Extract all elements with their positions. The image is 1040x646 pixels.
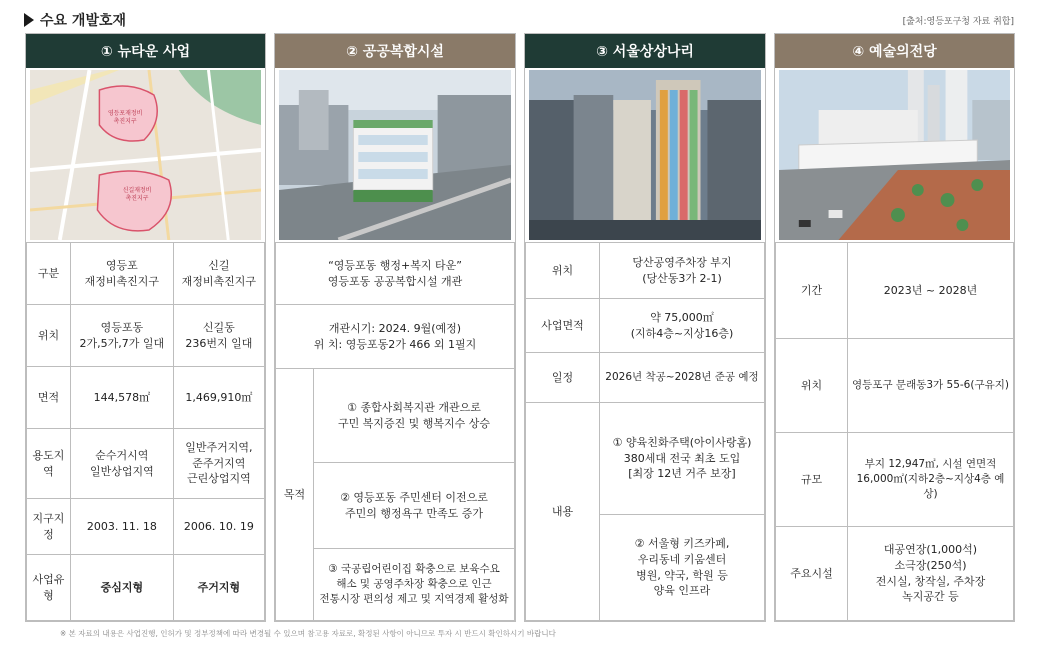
arts-center-rendering-image bbox=[779, 70, 1010, 240]
cell-b: 신길 재정비촉진지구 bbox=[173, 243, 264, 305]
value-cell: 2023년 ~ 2028년 bbox=[848, 243, 1014, 339]
table-row: 규모 부지 12,947㎡, 시설 연면적 16,000㎡(지하2층~지상4층 예상) bbox=[776, 433, 1014, 527]
cell-b: 1,469,910㎡ bbox=[173, 367, 264, 429]
table-row: 사업면적 약 75,000㎡ (지하4층~지상16층) bbox=[526, 299, 765, 353]
table-row: 지구지정 2003. 11. 18 2006. 10. 19 bbox=[27, 499, 265, 555]
column-title: ③ 서울상상나리 bbox=[525, 34, 765, 68]
map-image bbox=[30, 70, 261, 240]
source-note: [출처:영등포구청 자료 취합] bbox=[902, 17, 1014, 27]
cell-a: 중심지형 bbox=[71, 555, 174, 621]
public-complex-table bbox=[275, 242, 515, 621]
effect-label: 목적 bbox=[276, 369, 314, 621]
table-row: 위치 당산공영주차장 부지 (당산동3가 2-1) bbox=[526, 243, 765, 299]
column-title: ② 공공복합시설 bbox=[275, 34, 515, 68]
cell-b: 신길동 236번지 일대 bbox=[173, 305, 264, 367]
svg-text:영등포재정비: 영등포재정비 bbox=[107, 109, 143, 118]
effect-item: ① 종합사회복지관 개관으로 구민 복지증진 및 행복지수 상승 bbox=[314, 369, 515, 463]
value-cell: 당산공영주차장 부지 (당산동3가 2-1) bbox=[600, 243, 765, 299]
value-cell: 2026년 착공~2028년 준공 예정 bbox=[600, 353, 765, 403]
seoul-sangsang-table bbox=[525, 242, 765, 621]
value-cell: 약 75,000㎡ (지하4층~지상16층) bbox=[600, 299, 765, 353]
svg-text:촉진지구: 촉진지구 bbox=[125, 194, 149, 203]
cell-a: 영등포 재정비촉진지구 bbox=[71, 243, 174, 305]
column-arts-center bbox=[774, 33, 1015, 622]
table-row bbox=[276, 369, 515, 463]
building-rendering-image bbox=[279, 70, 511, 240]
table-row: 위치 영등포동 2가,5가,7가 일대 신길동 236번지 일대 bbox=[27, 305, 265, 367]
svg-text:신길재정비: 신길재정비 bbox=[122, 186, 152, 195]
cell-b: 2006. 10. 19 bbox=[173, 499, 264, 555]
newtown-table bbox=[26, 242, 265, 621]
schedule-cell: 개관시기: 2024. 9월(예정) 위 치: 영등포동2가 466 외 1필지 bbox=[276, 305, 515, 369]
cell-a: 영등포동 2가,5가,7가 일대 bbox=[71, 305, 174, 367]
column-public-complex bbox=[274, 33, 516, 622]
triangle-bullet-icon bbox=[24, 13, 34, 27]
table-row: 위치 영등포구 문래동3가 55-6(구유지) bbox=[776, 339, 1014, 433]
table-row bbox=[276, 243, 515, 305]
column-title: ① 뉴타운 사업 bbox=[26, 34, 265, 68]
cell-b: 주거지형 bbox=[173, 555, 264, 621]
table-row: 일정 2026년 착공~2028년 준공 예정 bbox=[526, 353, 765, 403]
section-title: 수요 개발호재 bbox=[40, 13, 127, 29]
value-cell: 대공연장(1,000석) 소극장(250석) 전시실, 창작실, 주차장 녹지공간 등 bbox=[848, 527, 1014, 621]
content-item: ② 서울형 키즈카페, 우리동네 키움센터 병원, 약국, 학원 등 양육 인프라 bbox=[600, 515, 765, 621]
tower-rendering-image bbox=[529, 70, 761, 240]
column-seoul-sangsang bbox=[524, 33, 766, 622]
cell-a: 순수거시역 일반상업지역 bbox=[71, 429, 174, 499]
column-title: ④ 예술의전당 bbox=[775, 34, 1014, 68]
table-row: 면적 144,578㎡ 1,469,910㎡ bbox=[27, 367, 265, 429]
cell-a: 2003. 11. 18 bbox=[71, 499, 174, 555]
cell-b: 일반주거지역, 준주거지역 근린상업지역 bbox=[173, 429, 264, 499]
table-row: 구분 영등포 재정비촉진지구 신길 재정비촉진지구 bbox=[27, 243, 265, 305]
value-cell: 영등포구 문래동3가 55-6(구유지) bbox=[848, 339, 1014, 433]
content-item: ① 양육친화주택(아이사랑홈) 380세대 전국 최초 도입 [최장 12년 거주 보장] bbox=[600, 403, 765, 515]
table-row: 기간 2023년 ~ 2028년 bbox=[776, 243, 1014, 339]
section-header bbox=[24, 10, 126, 30]
svg-text:촉진지구: 촉진지구 bbox=[113, 117, 137, 126]
column-newtown bbox=[25, 33, 266, 622]
effect-item: ② 영등포동 주민센터 이전으로 주민의 행정욕구 만족도 증가 bbox=[314, 463, 515, 549]
table-row: 주요시설 대공연장(1,000석) 소극장(250석) 전시실, 창작실, 주차장 녹지공간 등 bbox=[776, 527, 1014, 621]
content-label: 내용 bbox=[526, 403, 600, 621]
value-cell: 부지 12,947㎡, 시설 연면적 16,000㎡(지하2층~지상4층 예상) bbox=[848, 433, 1014, 527]
table-row bbox=[276, 305, 515, 369]
intro-cell: “영등포동 행정+복지 타운” 영등포동 공공복합시설 개관 bbox=[276, 243, 515, 305]
arts-center-table bbox=[775, 242, 1014, 621]
table-row: 용도지역 순수거시역 일반상업지역 일반주거지역, 준주거지역 근린상업지역 bbox=[27, 429, 265, 499]
effect-item: ③ 국공립어린이집 확충으로 보육수요 해소 및 공영주차장 확충으로 인근 전통시장 편의성 제고 및 지역경제 활성화 bbox=[314, 549, 515, 621]
table-row bbox=[526, 403, 765, 515]
table-row: 사업유형 중심지형 주거지형 bbox=[27, 555, 265, 621]
footer-disclaimer: ※ 본 자료의 내용은 사업진행, 인허가 및 정부정책에 따라 변경될 수 있으며 참고용 자료로, 확정된 사항이 아니므로 투자 시 반드시 확인하시기 바랍니다 bbox=[60, 629, 556, 638]
cell-a: 144,578㎡ bbox=[71, 367, 174, 429]
